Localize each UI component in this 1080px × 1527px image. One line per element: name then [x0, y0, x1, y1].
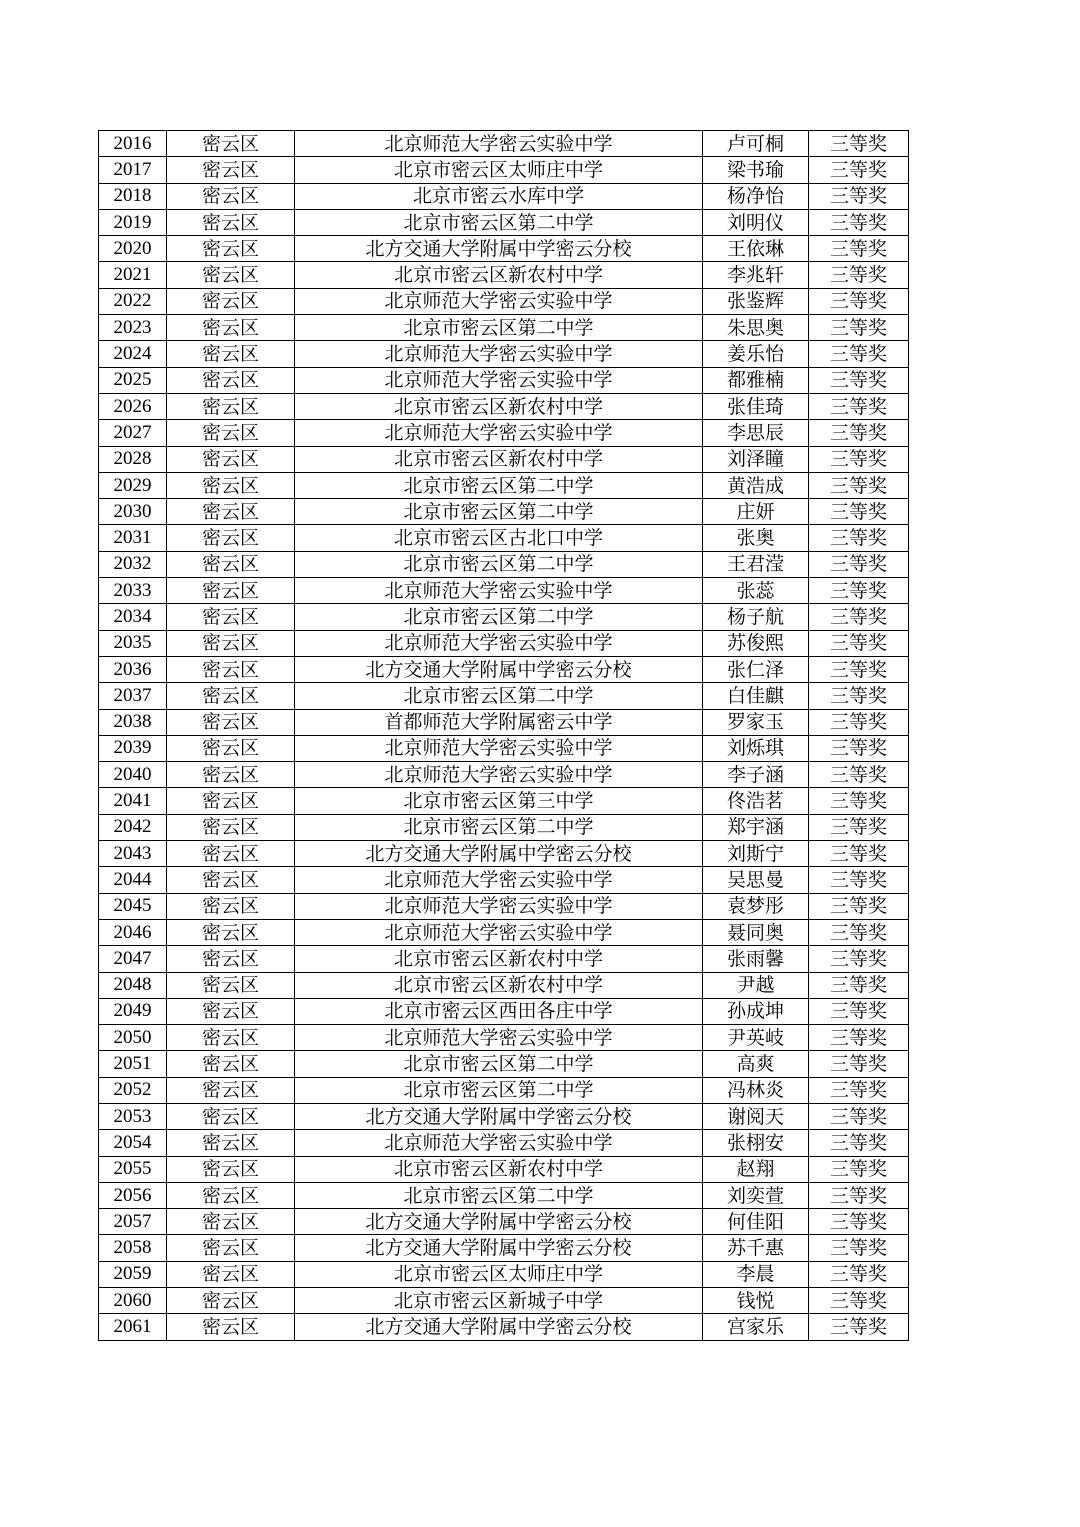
student-name-cell: 苏俊熙 [703, 630, 809, 656]
school-cell: 北京市密云区第二中学 [295, 1182, 703, 1208]
student-name-cell: 赵翔 [703, 1156, 809, 1182]
row-number: 2034 [99, 604, 167, 630]
district-cell: 密云区 [167, 393, 295, 419]
district-cell: 密云区 [167, 814, 295, 840]
student-name-cell: 佟浩茗 [703, 788, 809, 814]
district-cell: 密云区 [167, 262, 295, 288]
student-name-cell: 刘烁琪 [703, 735, 809, 761]
row-number: 2038 [99, 709, 167, 735]
table-row [99, 262, 909, 288]
row-number: 2047 [99, 946, 167, 972]
district-cell: 密云区 [167, 1051, 295, 1077]
student-name-cell: 黄浩成 [703, 472, 809, 498]
school-cell: 北方交通大学附属中学密云分校 [295, 656, 703, 682]
award-cell: 三等奖 [809, 762, 909, 788]
school-cell: 北京师范大学密云实验中学 [295, 893, 703, 919]
award-cell: 三等奖 [809, 1077, 909, 1103]
table-row [99, 946, 909, 972]
student-name-cell: 李晨 [703, 1261, 809, 1287]
row-number: 2041 [99, 788, 167, 814]
award-cell: 三等奖 [809, 604, 909, 630]
student-name-cell: 张蕊 [703, 578, 809, 604]
district-cell: 密云区 [167, 288, 295, 314]
district-cell: 密云区 [167, 420, 295, 446]
table-row [99, 446, 909, 472]
row-number: 2040 [99, 762, 167, 788]
student-name-cell: 王君滢 [703, 551, 809, 577]
school-cell: 北京师范大学密云实验中学 [295, 919, 703, 945]
award-cell: 三等奖 [809, 236, 909, 262]
row-number: 2017 [99, 157, 167, 183]
award-cell: 三等奖 [809, 1261, 909, 1287]
award-cell: 三等奖 [809, 998, 909, 1024]
award-cell: 三等奖 [809, 183, 909, 209]
table-row [99, 1025, 909, 1051]
district-cell: 密云区 [167, 525, 295, 551]
district-cell: 密云区 [167, 972, 295, 998]
district-cell: 密云区 [167, 472, 295, 498]
award-cell: 三等奖 [809, 315, 909, 341]
district-cell: 密云区 [167, 604, 295, 630]
row-number: 2048 [99, 972, 167, 998]
table-row [99, 1103, 909, 1129]
table-row [99, 367, 909, 393]
table-row [99, 709, 909, 735]
table-row [99, 630, 909, 656]
district-cell: 密云区 [167, 157, 295, 183]
student-name-cell: 袁梦彤 [703, 893, 809, 919]
district-cell: 密云区 [167, 367, 295, 393]
district-cell: 密云区 [167, 867, 295, 893]
school-cell: 北京市密云区第三中学 [295, 788, 703, 814]
row-number: 2026 [99, 393, 167, 419]
table-row [99, 393, 909, 419]
student-name-cell: 钱悦 [703, 1288, 809, 1314]
row-number: 2049 [99, 998, 167, 1024]
student-name-cell: 朱思奥 [703, 315, 809, 341]
school-cell: 北京师范大学密云实验中学 [295, 762, 703, 788]
school-cell: 北京市密云区新农村中学 [295, 972, 703, 998]
row-number: 2036 [99, 656, 167, 682]
district-cell: 密云区 [167, 1025, 295, 1051]
school-cell: 北方交通大学附属中学密云分校 [295, 1235, 703, 1261]
row-number: 2054 [99, 1130, 167, 1156]
school-cell: 北京市密云区西田各庄中学 [295, 998, 703, 1024]
award-cell: 三等奖 [809, 1209, 909, 1235]
table-row [99, 1261, 909, 1287]
school-cell: 北京师范大学密云实验中学 [295, 341, 703, 367]
student-name-cell: 刘泽瞳 [703, 446, 809, 472]
district-cell: 密云区 [167, 709, 295, 735]
student-name-cell: 姜乐怡 [703, 341, 809, 367]
table-row [99, 499, 909, 525]
award-cell: 三等奖 [809, 367, 909, 393]
row-number: 2037 [99, 683, 167, 709]
student-name-cell: 刘明仪 [703, 209, 809, 235]
row-number: 2056 [99, 1182, 167, 1208]
row-number: 2020 [99, 236, 167, 262]
award-cell: 三等奖 [809, 393, 909, 419]
row-number: 2018 [99, 183, 167, 209]
school-cell: 首都师范大学附属密云中学 [295, 709, 703, 735]
award-cell: 三等奖 [809, 1103, 909, 1129]
school-cell: 北京市密云区古北口中学 [295, 525, 703, 551]
student-name-cell: 卢可桐 [703, 131, 809, 157]
school-cell: 北京市密云区第二中学 [295, 209, 703, 235]
table-row [99, 1209, 909, 1235]
student-name-cell: 都雅楠 [703, 367, 809, 393]
table-row [99, 998, 909, 1024]
school-cell: 北京市密云区第二中学 [295, 683, 703, 709]
district-cell: 密云区 [167, 578, 295, 604]
district-cell: 密云区 [167, 1209, 295, 1235]
district-cell: 密云区 [167, 788, 295, 814]
school-cell: 北京师范大学密云实验中学 [295, 578, 703, 604]
award-cell: 三等奖 [809, 735, 909, 761]
school-cell: 北京师范大学密云实验中学 [295, 735, 703, 761]
district-cell: 密云区 [167, 1235, 295, 1261]
row-number: 2060 [99, 1288, 167, 1314]
table-row [99, 551, 909, 577]
school-cell: 北京市密云区新农村中学 [295, 262, 703, 288]
table-row [99, 656, 909, 682]
award-cell: 三等奖 [809, 472, 909, 498]
row-number: 2030 [99, 499, 167, 525]
table-row [99, 157, 909, 183]
award-cell: 三等奖 [809, 341, 909, 367]
row-number: 2035 [99, 630, 167, 656]
award-cell: 三等奖 [809, 788, 909, 814]
school-cell: 北京市密云区第二中学 [295, 814, 703, 840]
school-cell: 北京师范大学密云实验中学 [295, 367, 703, 393]
table-row [99, 578, 909, 604]
student-name-cell: 何佳阳 [703, 1209, 809, 1235]
award-cell: 三等奖 [809, 709, 909, 735]
school-cell: 北京市密云区新农村中学 [295, 946, 703, 972]
award-cell: 三等奖 [809, 499, 909, 525]
award-list-table [98, 130, 909, 1341]
student-name-cell: 吴思曼 [703, 867, 809, 893]
table-row [99, 1182, 909, 1208]
student-name-cell: 刘斯宁 [703, 841, 809, 867]
school-cell: 北方交通大学附属中学密云分校 [295, 1314, 703, 1340]
district-cell: 密云区 [167, 1077, 295, 1103]
school-cell: 北京市密云区第二中学 [295, 472, 703, 498]
district-cell: 密云区 [167, 1156, 295, 1182]
table-row [99, 341, 909, 367]
student-name-cell: 谢阅天 [703, 1103, 809, 1129]
row-number: 2032 [99, 551, 167, 577]
student-name-cell: 苏千惠 [703, 1235, 809, 1261]
district-cell: 密云区 [167, 998, 295, 1024]
award-cell: 三等奖 [809, 262, 909, 288]
table-row [99, 1288, 909, 1314]
district-cell: 密云区 [167, 209, 295, 235]
award-cell: 三等奖 [809, 919, 909, 945]
student-name-cell: 张佳琦 [703, 393, 809, 419]
row-number: 2022 [99, 288, 167, 314]
table-row [99, 919, 909, 945]
school-cell: 北京市密云区第二中学 [295, 1077, 703, 1103]
student-name-cell: 罗家玉 [703, 709, 809, 735]
award-cell: 三等奖 [809, 1288, 909, 1314]
table-row [99, 1314, 909, 1340]
table-row [99, 209, 909, 235]
table-row [99, 683, 909, 709]
district-cell: 密云区 [167, 1314, 295, 1340]
student-name-cell: 聂同奥 [703, 919, 809, 945]
district-cell: 密云区 [167, 841, 295, 867]
row-number: 2043 [99, 841, 167, 867]
school-cell: 北京师范大学密云实验中学 [295, 1025, 703, 1051]
student-name-cell: 李思辰 [703, 420, 809, 446]
row-number: 2055 [99, 1156, 167, 1182]
school-cell: 北京师范大学密云实验中学 [295, 867, 703, 893]
table-row [99, 315, 909, 341]
award-cell: 三等奖 [809, 420, 909, 446]
table-row [99, 1130, 909, 1156]
school-cell: 北京市密云区太师庄中学 [295, 1261, 703, 1287]
table-row [99, 525, 909, 551]
district-cell: 密云区 [167, 1130, 295, 1156]
row-number: 2044 [99, 867, 167, 893]
row-number: 2051 [99, 1051, 167, 1077]
table-row [99, 1051, 909, 1077]
row-number: 2031 [99, 525, 167, 551]
table-row [99, 1156, 909, 1182]
student-name-cell: 李子涵 [703, 762, 809, 788]
row-number: 2050 [99, 1025, 167, 1051]
school-cell: 北方交通大学附属中学密云分校 [295, 1103, 703, 1129]
school-cell: 北方交通大学附属中学密云分校 [295, 1209, 703, 1235]
row-number: 2058 [99, 1235, 167, 1261]
student-name-cell: 张雨馨 [703, 946, 809, 972]
award-cell: 三等奖 [809, 551, 909, 577]
award-cell: 三等奖 [809, 578, 909, 604]
school-cell: 北京市密云区新农村中学 [295, 1156, 703, 1182]
row-number: 2039 [99, 735, 167, 761]
table-row [99, 972, 909, 998]
student-name-cell: 冯林炎 [703, 1077, 809, 1103]
table-row [99, 762, 909, 788]
table-row [99, 1235, 909, 1261]
student-name-cell: 白佳麒 [703, 683, 809, 709]
school-cell: 北方交通大学附属中学密云分校 [295, 841, 703, 867]
table-row [99, 420, 909, 446]
school-cell: 北方交通大学附属中学密云分校 [295, 236, 703, 262]
district-cell: 密云区 [167, 1261, 295, 1287]
student-name-cell: 宫家乐 [703, 1314, 809, 1340]
award-cell: 三等奖 [809, 209, 909, 235]
district-cell: 密云区 [167, 656, 295, 682]
district-cell: 密云区 [167, 946, 295, 972]
award-list-body [99, 131, 909, 1341]
table-row [99, 472, 909, 498]
row-number: 2027 [99, 420, 167, 446]
award-cell: 三等奖 [809, 946, 909, 972]
student-name-cell: 庄妍 [703, 499, 809, 525]
school-cell: 北京市密云区第二中学 [295, 551, 703, 577]
district-cell: 密云区 [167, 630, 295, 656]
student-name-cell: 张栩安 [703, 1130, 809, 1156]
award-cell: 三等奖 [809, 446, 909, 472]
district-cell: 密云区 [167, 315, 295, 341]
district-cell: 密云区 [167, 183, 295, 209]
table-row [99, 893, 909, 919]
award-cell: 三等奖 [809, 1130, 909, 1156]
table-row [99, 788, 909, 814]
district-cell: 密云区 [167, 1182, 295, 1208]
award-cell: 三等奖 [809, 1182, 909, 1208]
row-number: 2061 [99, 1314, 167, 1340]
district-cell: 密云区 [167, 551, 295, 577]
award-cell: 三等奖 [809, 656, 909, 682]
student-name-cell: 张奥 [703, 525, 809, 551]
district-cell: 密云区 [167, 131, 295, 157]
district-cell: 密云区 [167, 893, 295, 919]
student-name-cell: 张鉴辉 [703, 288, 809, 314]
district-cell: 密云区 [167, 683, 295, 709]
school-cell: 北京市密云区第二中学 [295, 1051, 703, 1077]
student-name-cell: 张仁泽 [703, 656, 809, 682]
table-row [99, 288, 909, 314]
row-number: 2045 [99, 893, 167, 919]
row-number: 2052 [99, 1077, 167, 1103]
school-cell: 北京师范大学密云实验中学 [295, 1130, 703, 1156]
student-name-cell: 孙成坤 [703, 998, 809, 1024]
student-name-cell: 高爽 [703, 1051, 809, 1077]
award-cell: 三等奖 [809, 131, 909, 157]
award-cell: 三等奖 [809, 1051, 909, 1077]
district-cell: 密云区 [167, 446, 295, 472]
award-cell: 三等奖 [809, 157, 909, 183]
award-cell: 三等奖 [809, 630, 909, 656]
row-number: 2019 [99, 209, 167, 235]
table-row [99, 604, 909, 630]
district-cell: 密云区 [167, 735, 295, 761]
school-cell: 北京市密云水库中学 [295, 183, 703, 209]
district-cell: 密云区 [167, 762, 295, 788]
table-row [99, 735, 909, 761]
district-cell: 密云区 [167, 1288, 295, 1314]
district-cell: 密云区 [167, 236, 295, 262]
award-cell: 三等奖 [809, 1235, 909, 1261]
table-row [99, 131, 909, 157]
award-cell: 三等奖 [809, 683, 909, 709]
row-number: 2028 [99, 446, 167, 472]
school-cell: 北京市密云区第二中学 [295, 604, 703, 630]
row-number: 2042 [99, 814, 167, 840]
school-cell: 北京市密云区新城子中学 [295, 1288, 703, 1314]
student-name-cell: 尹越 [703, 972, 809, 998]
award-cell: 三等奖 [809, 814, 909, 840]
award-cell: 三等奖 [809, 288, 909, 314]
school-cell: 北京市密云区新农村中学 [295, 393, 703, 419]
school-cell: 北京市密云区新农村中学 [295, 446, 703, 472]
award-cell: 三等奖 [809, 1156, 909, 1182]
student-name-cell: 郑宇涵 [703, 814, 809, 840]
table-row [99, 867, 909, 893]
row-number: 2053 [99, 1103, 167, 1129]
student-name-cell: 杨子航 [703, 604, 809, 630]
student-name-cell: 李兆轩 [703, 262, 809, 288]
row-number: 2024 [99, 341, 167, 367]
student-name-cell: 杨净怡 [703, 183, 809, 209]
row-number: 2025 [99, 367, 167, 393]
award-cell: 三等奖 [809, 1314, 909, 1340]
row-number: 2021 [99, 262, 167, 288]
award-cell: 三等奖 [809, 525, 909, 551]
award-cell: 三等奖 [809, 867, 909, 893]
school-cell: 北京师范大学密云实验中学 [295, 420, 703, 446]
award-cell: 三等奖 [809, 841, 909, 867]
school-cell: 北京市密云区第二中学 [295, 315, 703, 341]
row-number: 2059 [99, 1261, 167, 1287]
row-number: 2029 [99, 472, 167, 498]
table-row [99, 1077, 909, 1103]
award-cell: 三等奖 [809, 972, 909, 998]
student-name-cell: 刘奕萱 [703, 1182, 809, 1208]
school-cell: 北京师范大学密云实验中学 [295, 630, 703, 656]
table-row [99, 814, 909, 840]
student-name-cell: 王依琳 [703, 236, 809, 262]
district-cell: 密云区 [167, 919, 295, 945]
row-number: 2057 [99, 1209, 167, 1235]
row-number: 2016 [99, 131, 167, 157]
student-name-cell: 梁书瑜 [703, 157, 809, 183]
award-cell: 三等奖 [809, 893, 909, 919]
table-row [99, 236, 909, 262]
row-number: 2046 [99, 919, 167, 945]
table-row [99, 183, 909, 209]
row-number: 2023 [99, 315, 167, 341]
district-cell: 密云区 [167, 1103, 295, 1129]
school-cell: 北京市密云区第二中学 [295, 499, 703, 525]
award-cell: 三等奖 [809, 1025, 909, 1051]
school-cell: 北京师范大学密云实验中学 [295, 288, 703, 314]
school-cell: 北京市密云区太师庄中学 [295, 157, 703, 183]
row-number: 2033 [99, 578, 167, 604]
student-name-cell: 尹英岐 [703, 1025, 809, 1051]
district-cell: 密云区 [167, 341, 295, 367]
table-row [99, 841, 909, 867]
school-cell: 北京师范大学密云实验中学 [295, 131, 703, 157]
district-cell: 密云区 [167, 499, 295, 525]
